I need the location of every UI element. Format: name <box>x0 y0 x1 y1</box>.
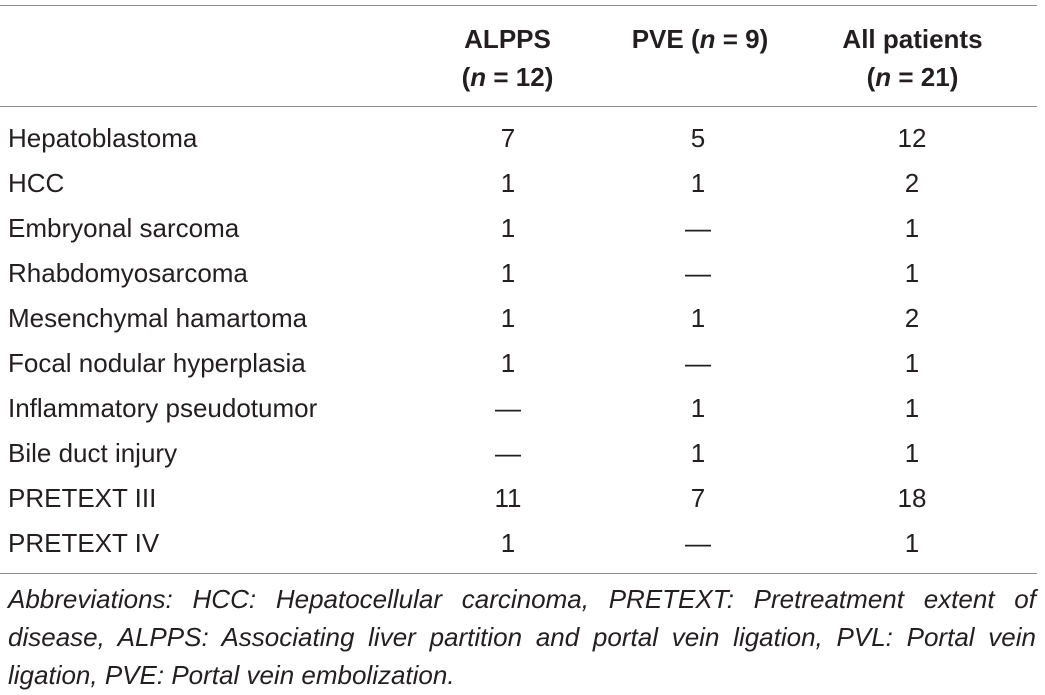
table-row <box>0 341 1040 386</box>
cell-all: 1 <box>904 393 920 423</box>
row-label: PRETEXT III <box>8 483 157 513</box>
table-row <box>0 251 1040 296</box>
table-row <box>0 476 1040 521</box>
cell-all: 1 <box>904 348 920 378</box>
header-pve <box>615 20 785 58</box>
row-label: PRETEXT IV <box>8 528 160 558</box>
cell-pve: 1 <box>690 168 706 198</box>
header-pve-name: PVE ( <box>631 24 700 54</box>
cell-all: 2 <box>904 303 920 333</box>
cell-alpps: 1 <box>500 303 516 333</box>
cell-pve: — <box>685 528 711 558</box>
table-header-rule <box>0 106 1037 107</box>
table-row <box>0 521 1040 566</box>
cell-alpps: 1 <box>500 528 516 558</box>
cell-pve: 1 <box>690 438 706 468</box>
cell-alpps: — <box>495 438 521 468</box>
row-label: Mesenchymal hamartoma <box>8 303 308 333</box>
cell-all: 18 <box>897 483 927 513</box>
cell-all: 1 <box>904 258 920 288</box>
cell-alpps: 1 <box>500 258 516 288</box>
cell-all: 1 <box>904 528 920 558</box>
row-label: Focal nodular hyperplasia <box>8 348 306 378</box>
header-alpps-n: n <box>470 62 487 92</box>
cell-alpps: 1 <box>500 168 516 198</box>
row-label: Hepatoblastoma <box>8 123 198 153</box>
cell-pve: — <box>685 348 711 378</box>
table-row <box>0 431 1040 476</box>
table-row <box>0 161 1040 206</box>
header-alpps-line1: ALPPS <box>464 24 551 54</box>
header-all-patients <box>810 20 1015 96</box>
cell-alpps: 7 <box>500 123 516 153</box>
row-label: HCC <box>8 168 65 198</box>
header-all-line1: All patients <box>842 24 983 54</box>
table-body <box>0 116 1040 566</box>
row-label: Rhabdomyosarcoma <box>8 258 248 288</box>
header-pve-n: n <box>699 24 716 54</box>
cell-alpps: 11 <box>494 483 522 513</box>
header-all-n: n <box>875 62 892 92</box>
cell-all: 12 <box>897 123 927 153</box>
header-all-count: = 21) <box>891 62 959 92</box>
table-row <box>0 116 1040 161</box>
cell-pve: 1 <box>690 393 706 423</box>
cell-all: 1 <box>904 438 920 468</box>
table-row <box>0 296 1040 341</box>
cell-pve: 7 <box>690 483 706 513</box>
cell-pve: 1 <box>690 303 706 333</box>
row-label: Inflammatory pseudotumor <box>8 393 318 423</box>
cell-pve: 5 <box>690 123 706 153</box>
table-bottom-rule <box>0 573 1037 574</box>
header-all-line2: (n = 21) <box>866 62 959 92</box>
table-row <box>0 206 1040 251</box>
cell-alpps: — <box>495 393 521 423</box>
cell-all: 1 <box>904 213 920 243</box>
header-alpps-line2: (n = 12) <box>461 62 554 92</box>
table-footnote: Abbreviations: HCC: Hepatocellular carcinoma, PRETEXT: Pretreatment extent of disease, ALPPS: Associating liver partition and portal vein ligation, PVL: Portal vein ligation, PVE: Portal vein embolization. <box>8 584 1036 690</box>
cell-pve: — <box>685 258 711 288</box>
header-pve-count: = 9) <box>715 24 769 54</box>
cell-pve: — <box>685 213 711 243</box>
row-label: Embryonal sarcoma <box>8 213 240 243</box>
header-alpps-count: = 12) <box>486 62 554 92</box>
cell-all: 2 <box>904 168 920 198</box>
table-header <box>0 20 1040 100</box>
header-alpps <box>430 20 585 96</box>
row-label: Bile duct injury <box>8 438 178 468</box>
cell-alpps: 1 <box>500 213 516 243</box>
table-top-rule <box>0 5 1037 6</box>
cell-alpps: 1 <box>500 348 516 378</box>
table-row <box>0 386 1040 431</box>
